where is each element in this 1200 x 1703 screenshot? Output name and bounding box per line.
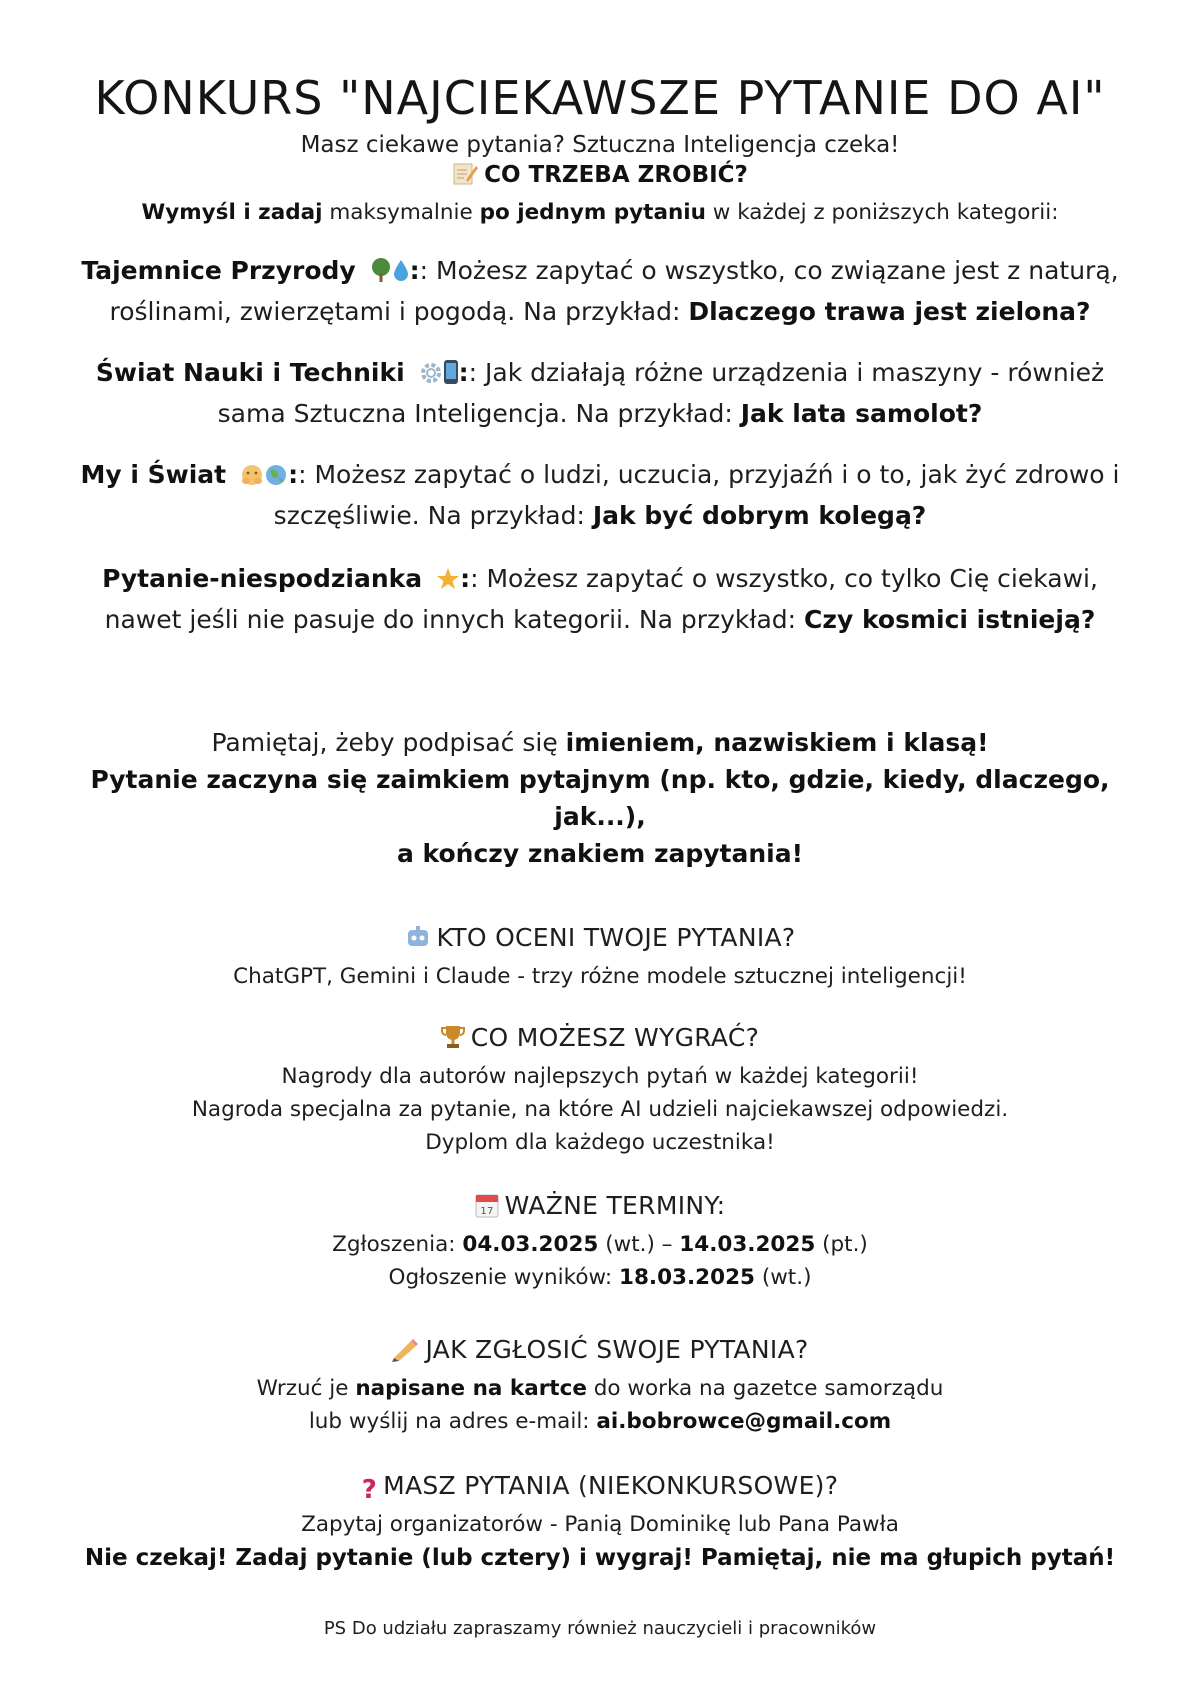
memo-icon (452, 160, 478, 196)
category-world: My i Świat :: Możesz zapytać o ludzi, uczucia, przyjaźń i o to, jak żyć zdrowo i szczęśliwie. Na przykład: Jak być dobrym kolegą? (80, 460, 1120, 530)
questions-heading: MASZ PYTANIA (NIEKONKURSOWE)? (383, 1471, 839, 1500)
ps-note: PS Do udziału zapraszamy również nauczycieli i pracowników (323, 1618, 877, 1639)
category-science: Świat Nauki i Techniki :: Jak działają różne urządzenia i maszyny - również sama Sztuczna Inteligencja. Na przykład: Jak lata samolot? (95, 358, 1105, 428)
prize-line: Nagroda specjalna za pytanie, na które AI udzieli najciekawszej odpowiedzi. (191, 1097, 1009, 1122)
page-title: KONKURS "NAJCIEKAWSZE PYTANIE DO AI" (94, 71, 1106, 125)
category-name: My i Świat (80, 460, 227, 489)
task-intro: Wymyśl i zadaj maksymalnie po jednym pytaniu w każdej z poniższych kategorii: (141, 200, 1059, 225)
results-date: Ogłoszenie wyników: 18.03.2025 (wt.) (388, 1265, 812, 1290)
trophy-icon (441, 1024, 465, 1060)
judges-text: ChatGPT, Gemini i Claude - trzy różne modele sztucznej inteligencji! (233, 964, 967, 989)
task-heading: CO TRZEBA ZROBIĆ? (484, 162, 748, 188)
category-name: Tajemnice Przyrody (81, 256, 356, 285)
pencil-icon (391, 1336, 419, 1372)
hugging-face-icon (240, 460, 264, 497)
submit-heading: JAK ZGŁOSIĆ SWOJE PYTANIA? (425, 1335, 809, 1364)
globe-icon (264, 460, 288, 497)
dates-heading: WAŻNE TERMINY: (504, 1191, 726, 1220)
category-name: Pytanie-niespodzianka (102, 564, 423, 593)
category-surprise: Pytanie-niespodzianka :: Możesz zapytać o wszystko, co tylko Cię ciekawi, nawet jeśli nie pasuje do innych kategorii. Na przykład: Czy kosmici istnieją? (102, 564, 1098, 634)
submission-dates: Zgłoszenia: 04.03.2025 (wt.) – 14.03.2025 (pt.) (332, 1232, 868, 1257)
reminder-section: Pamiętaj, żeby podpisać się imieniem, nazwiskiem i klasą! Pytanie zaczyna się zaimkiem pytajnym (np. kto, gdzie, kiedy, dlaczego, jak...), a kończy znakiem zapytania! (90, 728, 1110, 868)
gear-icon (419, 358, 443, 395)
questions-section (40, 1468, 1160, 1575)
email-link[interactable]: ai.bobrowce@gmail.com (596, 1409, 892, 1434)
category-name: Świat Nauki i Techniki (95, 358, 405, 387)
category-nature: Tajemnice Przyrody :: Możesz zapytać o wszystko, co związane jest z naturą, roślinami, zwierzętami i pogodą. Na przykład: Dlaczego trawa jest zielona? (81, 256, 1119, 326)
closing-line: Nie czekaj! Zadaj pytanie (lub cztery) i wygraj! Pamiętaj, nie ma głupich pytań! (84, 1545, 1116, 1571)
calendar-icon (475, 1192, 499, 1228)
prizes-heading: CO MOŻESZ WYGRAĆ? (470, 1023, 760, 1052)
category-example: Jak lata samolot? (740, 399, 983, 428)
calendar-day: 17 (479, 1206, 494, 1217)
judges-heading: KTO OCENI TWOJE PYTANIA? (436, 923, 796, 952)
robot-icon (405, 924, 431, 960)
questions-text: Zapytaj organizatorów - Panią Dominikę lub Pana Pawła (301, 1512, 899, 1537)
star-icon (436, 564, 460, 601)
task-section (40, 158, 1160, 229)
subtitle: Masz ciekawe pytania? Sztuczna Inteligencja czeka! (300, 132, 900, 158)
submit-section: JAK ZGŁOSIĆ SWOJE PYTANIA? Wrzuć je napisane na kartce do worka na gazetce samorządu lub wyślij na adres e-mail: ai.bobrowce@gmail.com (256, 1335, 944, 1434)
dates-section (40, 1188, 1160, 1294)
judges-section (40, 920, 1160, 993)
question-mark-icon: ? (361, 1475, 378, 1505)
prize-line: Dyplom dla każdego uczestnika! (425, 1130, 775, 1155)
tree-icon (370, 256, 392, 293)
category-example: Dlaczego trawa jest zielona? (688, 297, 1091, 326)
prize-line: Nagrody dla autorów najlepszych pytań w każdej kategorii! (281, 1064, 919, 1089)
phone-icon (443, 358, 459, 395)
category-example: Czy kosmici istnieją? (804, 605, 1096, 634)
droplet-icon (392, 256, 410, 293)
prizes-section (40, 1020, 1160, 1159)
category-example: Jak być dobrym kolegą? (592, 501, 927, 530)
